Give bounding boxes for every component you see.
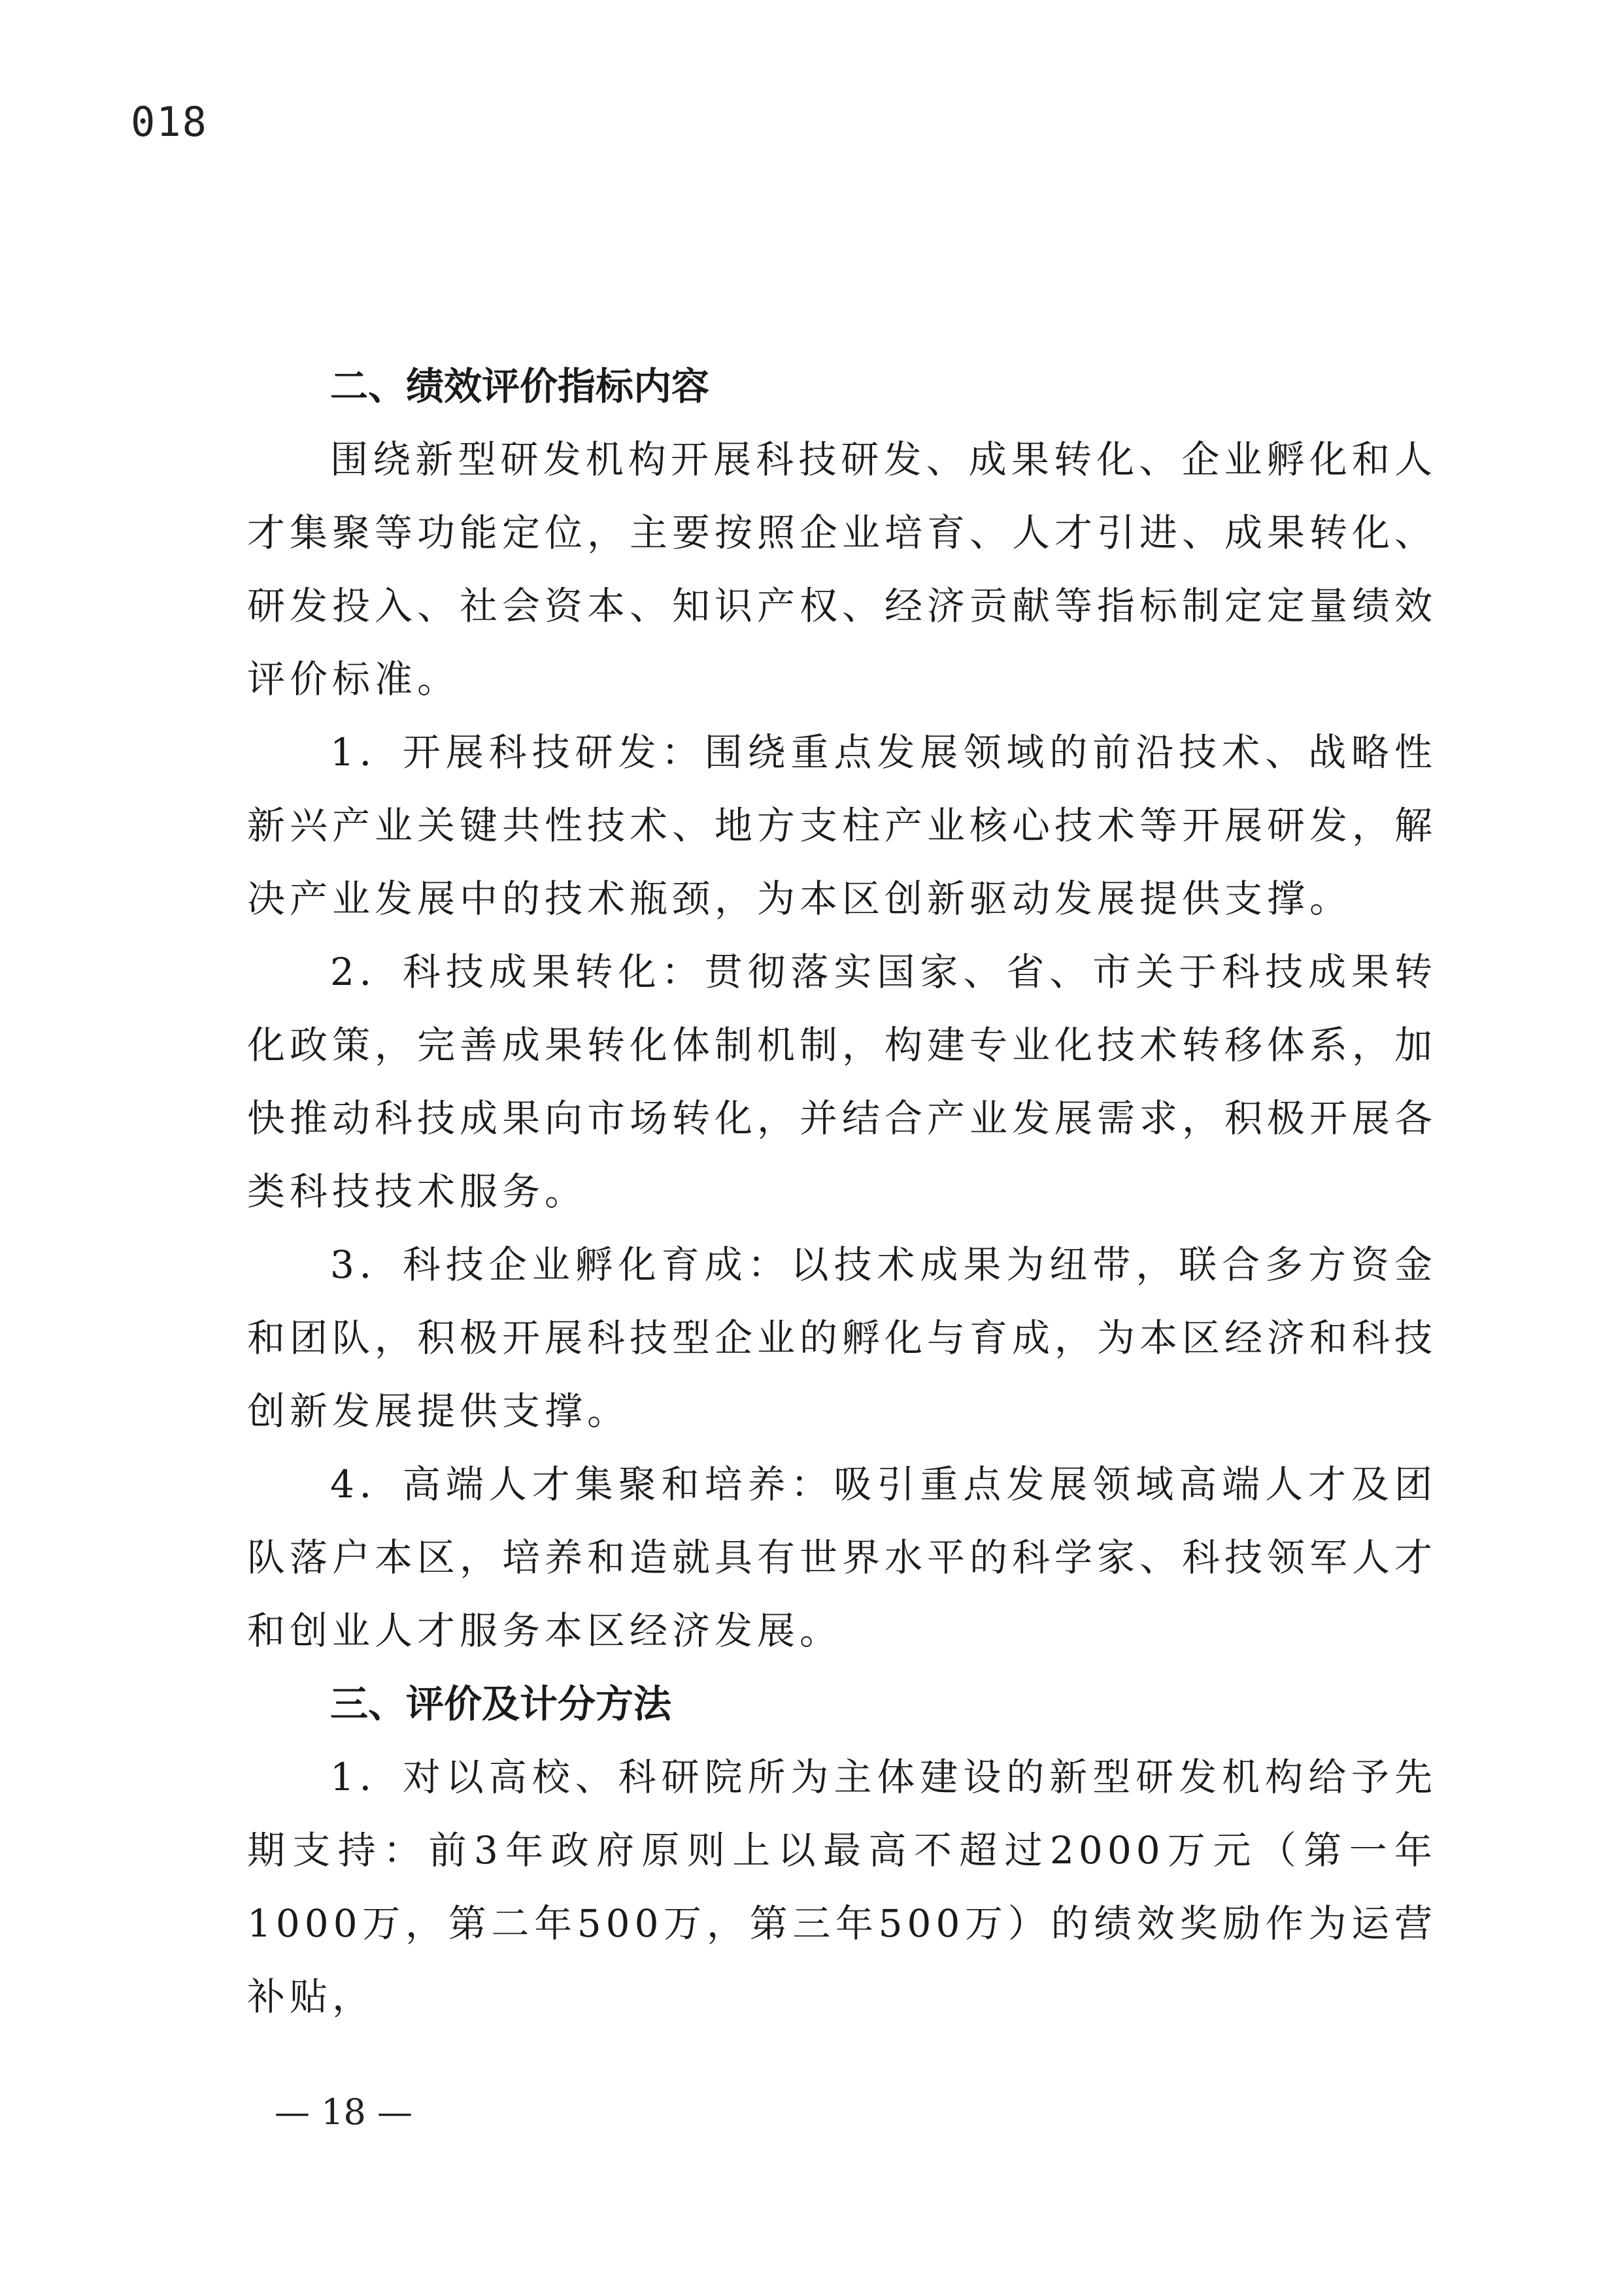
section-three-heading: 三、评价及计分方法 <box>330 1682 672 1726</box>
section-two-item-1: 1．开展科技研发：围绕重点发展领域的前沿技术、战略性新兴产业关键共性技术、地方支柱产业核心技术等开展研发，解决产业发展中的技术瓶颈，为本区创新驱动发展提供支撑。 <box>247 730 1438 921</box>
section-two-intro: 围绕新型研发机构开展科技研发、成果转化、企业孵化和人才集聚等功能定位，主要按照企业培育、人才引进、成果转化、研发投入、社会资本、知识产权、经济贡献等指标制定定量绩效评价标准。 <box>247 437 1438 701</box>
document-body <box>247 350 1437 2033</box>
section-two-item-2: 2．科技成果转化：贯彻落实国家、省、市关于科技成果转化政策，完善成果转化体制机制，构建专业化技术转移体系，加快推动科技成果向市场转化，并结合产业发展需求，积极开展各类科技技术服务。 <box>247 950 1438 1214</box>
section-two-item-4: 4．高端人才集聚和培养：吸引重点发展领域高端人才及团队落户本区，培养和造就具有世界水平的科学家、科技领军人才和创业人才服务本区经济发展。 <box>247 1462 1438 1653</box>
section-two-heading: 二、绩效评价指标内容 <box>330 364 710 408</box>
section-two-item-3: 3．科技企业孵化育成：以技术成果为纽带，联合多方资金和团队，积极开展科技型企业的孵化与育成，为本区经济和科技创新发展提供支撑。 <box>247 1242 1438 1433</box>
page-number: — 18 — <box>275 2091 413 2133</box>
section-three-item-1: 1．对以高校、科研院所为主体建设的新型研发机构给予先期支持：前3年政府原则上以最高不超过2000万元（第一年1000万，第二年500万，第三年500万）的绩效奖励作为运营补贴， <box>247 1755 1437 2019</box>
document-stamp-number: 018 <box>131 98 208 146</box>
